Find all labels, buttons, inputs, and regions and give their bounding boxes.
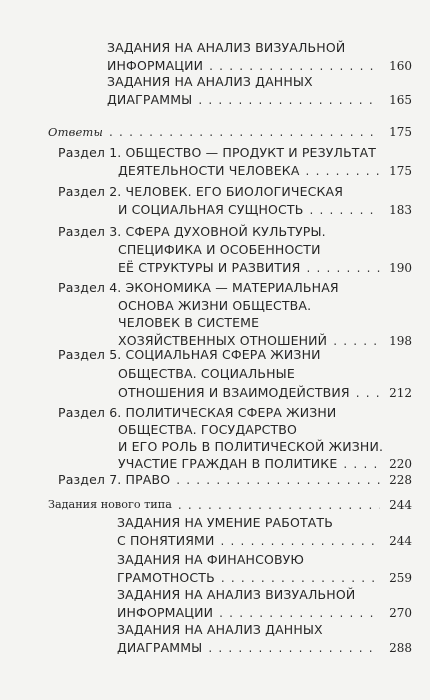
- toc-page-number: 190: [389, 261, 412, 275]
- toc-leader-dots: [309, 200, 380, 220]
- toc-entry-title: ЗАДАНИЯ НА АНАЛИЗ ВИЗУАЛЬНОЙ: [107, 40, 346, 55]
- toc-page-number: 220: [389, 457, 412, 471]
- toc-entry-title: ЗАДАНИЯ НА АНАЛИЗ ВИЗУАЛЬНОЙ: [117, 587, 356, 602]
- toc-entry-continuation: ИНФОРМАЦИИ: [117, 605, 214, 620]
- toc-leader-dots: [176, 470, 380, 490]
- toc-leader-dots: [109, 122, 380, 142]
- toc-leader-dots: [178, 495, 380, 515]
- toc-entry-continuation: ЧЕЛОВЕК В СИСТЕМЕ: [118, 315, 260, 330]
- toc-entry-title: Раздел 1. ОБЩЕСТВО — ПРОДУКТ И РЕЗУЛЬТАТ: [58, 145, 377, 160]
- toc-entry-title: Раздел 5. СОЦИАЛЬНАЯ СФЕРА ЖИЗНИ: [58, 347, 321, 362]
- toc-page-number: 165: [389, 93, 412, 107]
- toc-page-number: 175: [389, 164, 412, 178]
- toc-page-number: 288: [389, 641, 412, 655]
- toc-entry-continuation: ОТНОШЕНИЯ И ВЗАИМОДЕЙСТВИЯ: [118, 385, 350, 400]
- toc-page-number: 259: [389, 571, 412, 585]
- toc-entry-title: Раздел 6. ПОЛИТИЧЕСКАЯ СФЕРА ЖИЗНИ: [58, 405, 337, 420]
- toc-leader-dots: [198, 90, 380, 110]
- toc-leader-dots: [306, 258, 380, 278]
- toc-entry-title: ЗАДАНИЯ НА УМЕНИЕ РАБОТАТЬ: [117, 515, 333, 530]
- toc-entry-continuation: ГРАМОТНОСТЬ: [117, 570, 215, 585]
- toc-entry-continuation: ЕЁ СТРУКТУРЫ И РАЗВИТИЯ: [118, 260, 301, 275]
- toc-entry-continuation: ДЕЯТЕЛЬНОСТИ ЧЕЛОВЕКА: [118, 163, 300, 178]
- toc-entry-continuation: ОБЩЕСТВА. ГОСУДАРСТВО: [118, 422, 298, 437]
- toc-entry-continuation: УЧАСТИЕ ГРАЖДАН В ПОЛИТИКЕ: [118, 456, 338, 471]
- toc-entry-title: Раздел 4. ЭКОНОМИКА — МАТЕРИАЛЬНАЯ: [58, 280, 339, 295]
- toc-page-number: 198: [389, 333, 412, 348]
- toc-leader-dots: [208, 638, 380, 658]
- toc-entry-continuation: ОБЩЕСТВА. СОЦИАЛЬНЫЕ: [118, 366, 295, 381]
- toc-page-number: 212: [389, 386, 412, 400]
- toc-entry-title: Ответы: [48, 125, 104, 139]
- toc-entry-continuation: И ЕГО РОЛЬ В ПОЛИТИЧЕСКОЙ ЖИЗНИ.: [118, 439, 384, 454]
- toc-leader-dots: [333, 331, 380, 351]
- toc-entry-continuation: С ПОНЯТИЯМИ: [117, 533, 215, 548]
- toc-entry-title: Раздел 7. ПРАВО: [58, 472, 171, 487]
- toc-page-number: 160: [389, 59, 412, 73]
- toc-entry-continuation: ДИАГРАММЫ: [117, 640, 203, 655]
- toc-entry-title: Раздел 2. ЧЕЛОВЕК. ЕГО БИОЛОГИЧЕСКАЯ: [58, 184, 344, 199]
- toc-leader-dots: [220, 531, 380, 551]
- toc-page-number: 183: [389, 203, 412, 217]
- toc-leader-dots: [356, 383, 380, 403]
- toc-entry-continuation: ХОЗЯЙСТВЕННЫХ ОТНОШЕНИЙ: [118, 332, 328, 348]
- toc-entry-title: ЗАДАНИЯ НА АНАЛИЗ ДАННЫХ: [107, 74, 313, 89]
- toc-entry-continuation: ДИАГРАММЫ: [107, 92, 193, 107]
- toc-entry-title: Задания нового типа: [48, 498, 172, 511]
- toc-page-number: 270: [389, 606, 412, 620]
- toc-page-number: 175: [389, 125, 412, 139]
- toc-entry-continuation: ИНФОРМАЦИИ: [107, 58, 204, 73]
- toc-entry-title: Раздел 3. СФЕРА ДУХОВНОЙ КУЛЬТУРЫ.: [58, 224, 326, 239]
- toc-page-number: 244: [389, 498, 412, 512]
- toc-entry-continuation: СПЕЦИФИКА И ОСОБЕННОСТИ: [118, 242, 321, 257]
- toc-page-number: 228: [389, 473, 412, 487]
- toc-leader-dots: [306, 161, 380, 181]
- toc-entry-continuation: И СОЦИАЛЬНАЯ СУЩНОСТЬ: [118, 202, 304, 217]
- toc-entry-title: ЗАДАНИЯ НА ФИНАНСОВУЮ: [117, 552, 305, 567]
- toc-entry-continuation: ОСНОВА ЖИЗНИ ОБЩЕСТВА.: [118, 297, 312, 313]
- toc-page-number: 244: [389, 534, 412, 548]
- toc-entry-title: ЗАДАНИЯ НА АНАЛИЗ ДАННЫХ: [117, 622, 323, 637]
